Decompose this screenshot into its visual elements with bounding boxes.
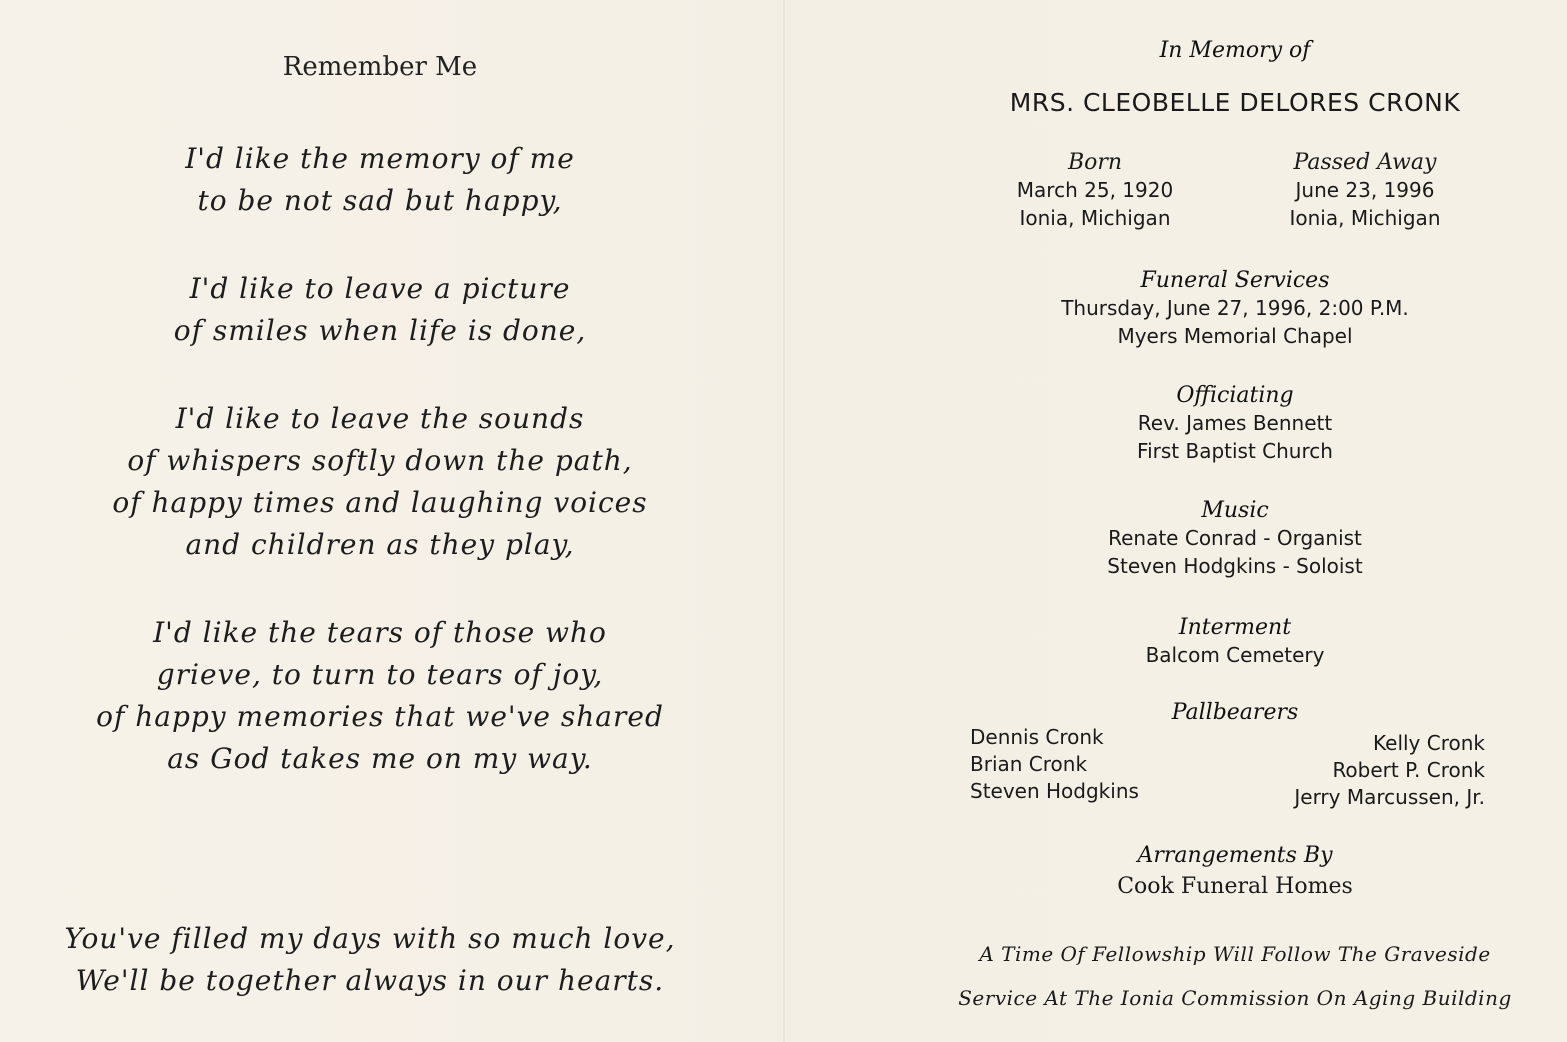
funeral-services-heading: Funeral Services xyxy=(1140,268,1330,293)
pallbearer-name: Dennis Cronk xyxy=(970,725,1104,749)
officiating-heading: Officiating xyxy=(1176,383,1294,408)
poem-stanza xyxy=(0,268,760,352)
poem-line: of happy times and laughing voices xyxy=(112,486,648,519)
poem-line: grieve, to turn to tears of joy, xyxy=(156,658,604,691)
interment-section xyxy=(930,615,1540,669)
poem-line: of smiles when life is done, xyxy=(173,314,587,347)
arrangements-section xyxy=(930,843,1540,901)
poem-line: as God takes me on my way. xyxy=(167,742,593,775)
born-place: Ionia, Michigan xyxy=(1019,206,1171,230)
pallbearer-name: Steven Hodgkins xyxy=(970,779,1139,803)
poem-line: I'd like to leave the sounds xyxy=(175,402,585,435)
officiating-section xyxy=(930,383,1540,465)
pallbearers-left-column xyxy=(970,724,1139,805)
officiant-name: Rev. James Bennett xyxy=(1137,411,1333,435)
music-heading: Music xyxy=(1201,498,1269,523)
pallbearer-name: Robert P. Cronk xyxy=(1332,758,1485,782)
passed-away-place: Ionia, Michigan xyxy=(1289,206,1441,230)
pallbearer-name: Kelly Cronk xyxy=(1373,731,1485,755)
fellowship-note xyxy=(930,932,1540,1020)
poem-line: of whispers softly down the path, xyxy=(127,444,633,477)
born-date: March 25, 1920 xyxy=(1016,178,1174,202)
poem-line: You've filled my days with so much love, xyxy=(64,922,676,955)
poem-line: We'll be together always in our hearts. xyxy=(75,964,665,997)
funeral-datetime: Thursday, June 27, 1996, 2:00 P.M. xyxy=(1061,296,1409,320)
poem-title: Remember Me xyxy=(282,52,478,82)
music-line: Steven Hodgkins - Soloist xyxy=(1107,554,1363,578)
interment-place: Balcom Cemetery xyxy=(1145,643,1325,667)
poem-line: I'd like the memory of me xyxy=(185,142,575,175)
poem-panel xyxy=(0,0,760,1042)
in-memory-heading: In Memory of xyxy=(1159,38,1311,63)
music-line: Renate Conrad - Organist xyxy=(1108,526,1362,550)
funeral-home-name: Cook Funeral Homes xyxy=(1117,874,1353,899)
fellowship-line: A Time Of Fellowship Will Follow The Graveside xyxy=(979,942,1491,966)
pallbearer-name: Brian Cronk xyxy=(970,752,1088,776)
interment-heading: Interment xyxy=(1178,615,1292,640)
poem-stanza xyxy=(0,138,760,222)
poem-line: to be not sad but happy, xyxy=(197,184,563,217)
poem-stanza xyxy=(0,398,760,566)
poem-closing xyxy=(0,918,740,1002)
fellowship-line: Service At The Ionia Commission On Aging Building xyxy=(958,986,1512,1010)
program-panel xyxy=(930,0,1540,1042)
passed-away-heading: Passed Away xyxy=(1293,150,1437,175)
born-heading: Born xyxy=(1067,150,1123,175)
pallbearers-right-column xyxy=(1294,730,1485,811)
officiant-church: First Baptist Church xyxy=(1137,439,1333,463)
funeral-services-section xyxy=(930,268,1540,350)
pallbearer-name: Jerry Marcussen, Jr. xyxy=(1294,785,1485,809)
passed-away-date: June 23, 1996 xyxy=(1295,178,1435,202)
music-section xyxy=(930,498,1540,580)
poem-line: I'd like to leave a picture xyxy=(189,272,571,305)
arrangements-heading: Arrangements By xyxy=(1137,843,1333,868)
center-fold xyxy=(783,0,785,1042)
funeral-location: Myers Memorial Chapel xyxy=(1117,324,1353,348)
poem-line: of happy memories that we've shared xyxy=(96,700,664,733)
pallbearers-heading: Pallbearers xyxy=(1171,700,1299,725)
born-section xyxy=(980,150,1210,232)
poem-line: I'd like the tears of those who xyxy=(153,616,607,649)
poem-line: and children as they play, xyxy=(185,528,575,561)
passed-away-section xyxy=(1250,150,1480,232)
poem-stanza xyxy=(0,612,760,780)
deceased-name: MRS. CLEOBELLE DELORES CRONK xyxy=(1009,88,1461,117)
